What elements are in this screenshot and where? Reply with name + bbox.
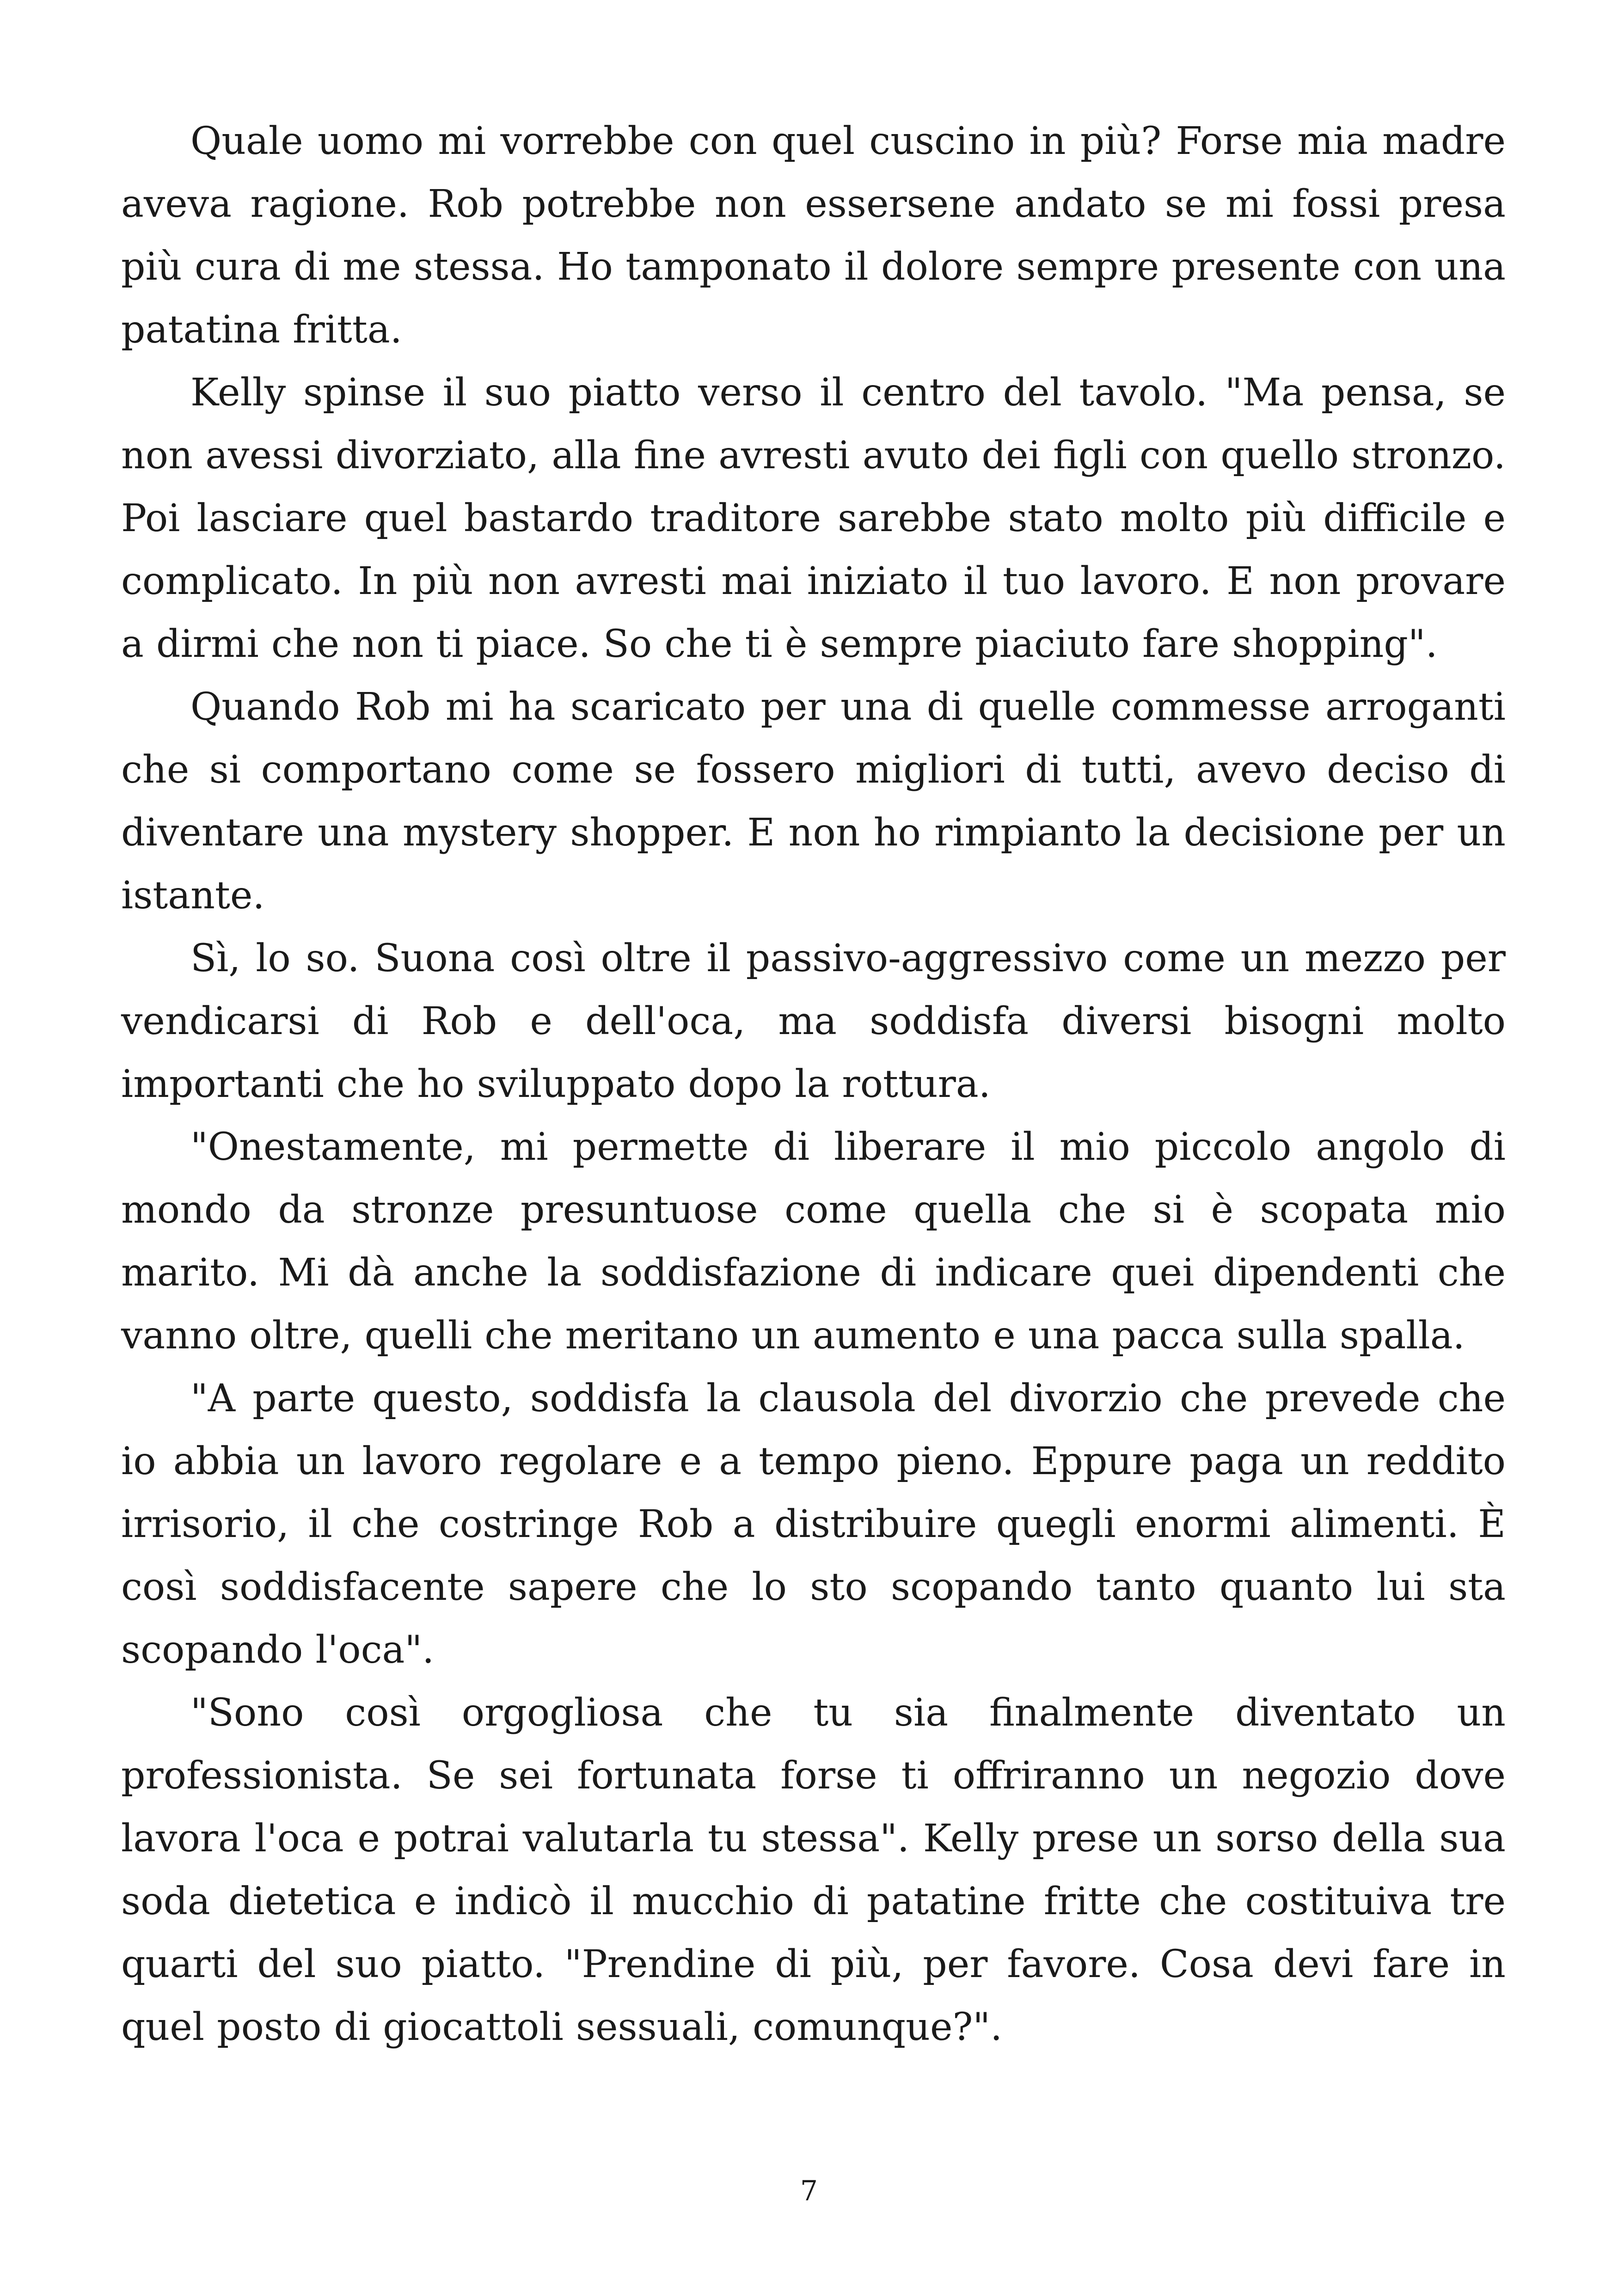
- body-text: [121, 110, 1506, 2059]
- paragraph: "Sono così orgogliosa che tu sia finalmente diventato un professionista. Se sei fortunata forse ti offriranno un negozio dove lavora l'oca e potrai valutarla tu stessa". Kelly prese un sorso della sua soda dietetica e indicò il mucchio di patatine fritte che costituiva tre quarti del suo piatto. "Prendine di più, per favore. Cosa devi fare in quel posto di giocattoli sessuali, comunque?".: [121, 1691, 1506, 2049]
- page-number: 7: [800, 2175, 818, 2207]
- paragraph: Sì, lo so. Suona così oltre il passivo-aggressivo come un mezzo per vendicarsi di Rob e dell'oca, ma soddisfa diversi bisogni molto importanti che ho sviluppato dopo la rottura.: [121, 937, 1506, 1106]
- paragraph: "Onestamente, mi permette di liberare il mio piccolo angolo di mondo da stronze presuntuose come quella che si è scopata mio marito. Mi dà anche la soddisfazione di indicare quei dipendenti che vanno oltre, quelli che meritano un aumento e una pacca sulla spalla.: [121, 1125, 1506, 1358]
- paragraph: "A parte questo, soddisfa la clausola del divorzio che prevede che io abbia un lavoro regolare e a tempo pieno. Eppure paga un reddito irrisorio, il che costringe Rob a distribuire quegli enormi alimenti. È così soddisfacente sapere che lo sto scopando tanto quanto lui sta scopando l'oca".: [121, 1377, 1506, 1672]
- paragraph: Quando Rob mi ha scaricato per una di quelle commesse arroganti che si comportano come se fossero migliori di tutti, avevo deciso di diventare una mystery shopper. E non ho rimpianto la decisione per un istante.: [121, 685, 1506, 918]
- paragraph: Kelly spinse il suo piatto verso il centro del tavolo. "Ma pensa, se non avessi divorziato, alla fine avresti avuto dei figli con quello stronzo. Poi lasciare quel bastardo traditore sarebbe stato molto più difficile e complicato. In più non avresti mai iniziato il tuo lavoro. E non provare a dirmi che non ti piace. So che ti è sempre piaciuto fare shopping".: [121, 371, 1506, 666]
- paragraph: Quale uomo mi vorrebbe con quel cuscino in più? Forse mia madre aveva ragione. Rob potrebbe non essersene andato se mi fossi presa più cura di me stessa. Ho tamponato il dolore sempre presente con una patatina fritta.: [121, 119, 1506, 352]
